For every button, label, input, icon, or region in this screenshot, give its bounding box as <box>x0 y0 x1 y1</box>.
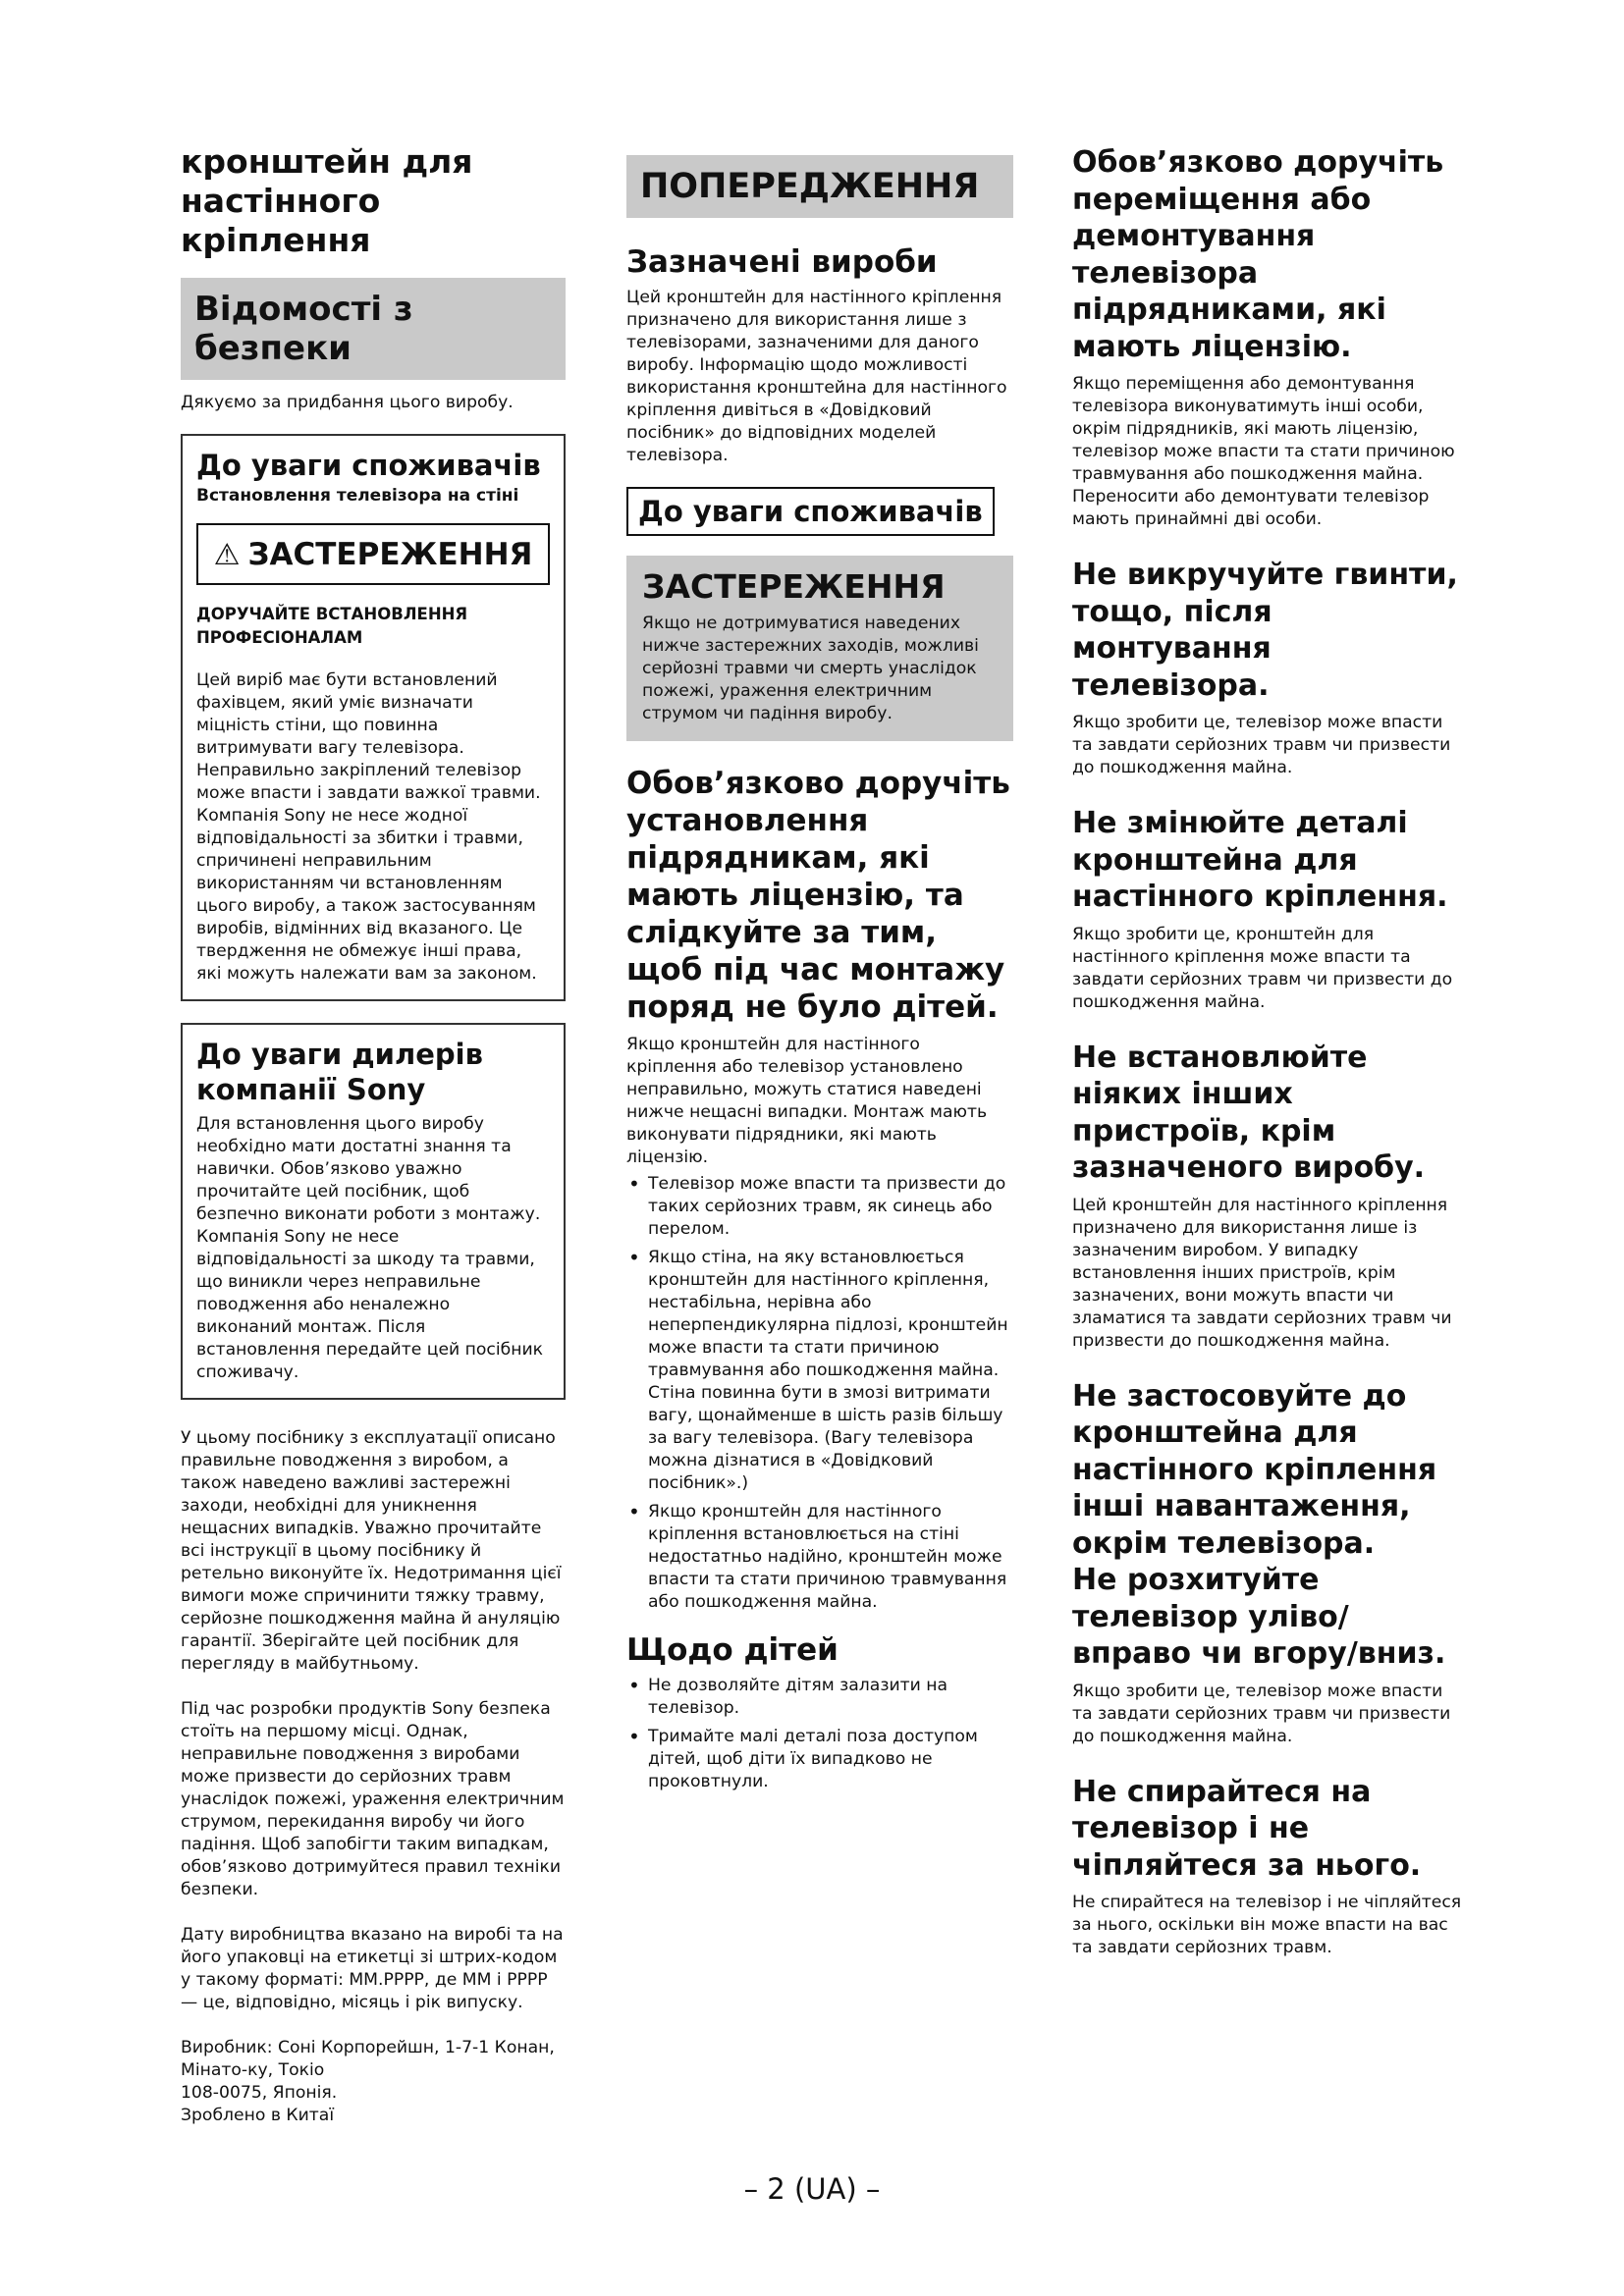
consumer-notice-box <box>181 434 566 1001</box>
consumer-box-body: Цей виріб має бути встановлений фахівцем, який уміє визначати міцність стіни, що повинна витримувати вагу телевізора. Неправильно закріплений телевізор може впасти і завдати важкої травми. Компанія Sony не несе жодної відповідальності за збитки і травми, спричинені неправильним використанням чи встановленням цього виробу, а також застосуванням виробів, відмінних від вказаного. Це твердження не обмежує інші права, які можуть належати вам за законом. <box>196 670 541 984</box>
relocation-title: Обов’язково доручіть переміщення або демонтування телевізора підрядниками, які мають ліцензію. <box>1072 145 1444 364</box>
column-middle <box>626 155 1013 1799</box>
list-item: • Якщо стіна, на яку встановлюється кронштейн для настінного кріплення, нестабільна, нерівна або неперпендикулярна підлозі, кронштейн може впасти та стати причиною травмування або пошкодження майна. Стіна повинна бути в змозі витримати вагу, щонайменше в шість разів більшу за вагу телевізора. (Вагу телевізора можна дізнатися в «Довідковий посібник».) <box>626 1247 1013 1495</box>
install-bullet-list <box>626 1173 1013 1614</box>
load-title: Не застосовуйте до кронштейна для настінного кріплення інші навантаження, окрім телевізора. <box>1072 1378 1437 1561</box>
manual-intro-paragraph: У цьому посібнику з експлуатації описано правильне поводження з виробом, а також наведено важливі застережні заходи, необхідні для уникнення нещасних випадків. Уважно прочитайте всі інструкції в цьому посібнику й ретельно виконуйте їх. Недотримання цієї вимоги може спричинити тяжку травму, серйозне пошкодження майна й ануляцію гарантії. Зберігайте цей посібник для перегляду в майбутньому. <box>181 1428 562 1674</box>
install-title: Обов’язково доручіть установлення підрядникам, які мають ліцензію, та слідкуйте за тим, щоб під час монтажу поряд не було дітей. <box>626 766 1010 1025</box>
consumer-heading: До уваги споживачів <box>626 487 995 536</box>
list-item: • Якщо кронштейн для настінного кріплення встановлюється на стіні недостатньо надійно, кронштейн може впасти та стати причиною травмування або пошкодження майна. <box>626 1501 1013 1614</box>
manufacture-date-paragraph: Дату виробництва вказано на виробі та на його упаковці на етикетці зі штрих-кодом у такому форматі: ММ.РРРР, де ММ і РРРР — це, відповідно, місяць і рік випуску. <box>181 1925 564 2012</box>
products-title: Зазначені вироби <box>626 244 938 280</box>
caution-label: ЗАСТЕРЕЖЕННЯ <box>247 537 533 572</box>
other-devices-body: Цей кронштейн для настінного кріплення призначено для використання лише із зазначеним виробом. У випадку встановлення інших пристроїв, крім зазначених, вони можуть впасти чи зламатися та завдати серйозних травм чи призвести до пошкодження майна. <box>1072 1195 1452 1351</box>
caution-label-box <box>196 523 550 585</box>
children-title: Щодо дітей <box>626 1632 839 1668</box>
manufacturer-line: 108-0075, Японія. <box>181 2083 338 2103</box>
modify-title: Не змінюйте деталі кронштейна для настінного кріплення. <box>1072 806 1448 914</box>
dealer-box-body: Для встановлення цього виробу необхідно мати достатні знання та навички. Обов’язково уважно прочитайте цей посібник, щоб безпечно виконати роботи з монтажу. Компанія Sony не несе відповідальності за шкоду та травми, що виникли через неправильне поводження або неналежно виконаний монтаж. Після встановлення передайте цей посібник споживачу. <box>196 1114 544 1382</box>
lean-title: Не спирайтеся на телевізор і не чіпляйтеся за нього. <box>1072 1774 1422 1883</box>
dealer-notice-box <box>181 1023 566 1400</box>
warning-heading: ПОПЕРЕДЖЕННЯ <box>626 155 1013 218</box>
lean-body: Не спирайтеся на телевізор і не чіпляйтеся за нього, оскільки він може впасти на вас та завдати серйозних травм. <box>1072 1893 1462 1957</box>
list-item: • Тримайте малі деталі поза доступом дітей, щоб діти їх випадково не проковтнули. <box>626 1726 1013 1793</box>
list-item: • Не дозволяйте дітям залазити на телевізор. <box>626 1675 1013 1720</box>
consumer-box-subtitle: Встановлення телевізора на стіні <box>196 486 519 506</box>
column-left <box>181 142 566 2127</box>
children-bullet-list <box>626 1675 1013 1793</box>
screws-body: Якщо зробити це, телевізор може впасти та завдати серйозних травм чи призвести до пошкодження майна. <box>1072 713 1451 777</box>
install-body: Якщо кронштейн для настінного кріплення або телевізор установлено неправильно, можуть статися наведені нижче нещасні випадки. Монтаж мають виконувати підрядники, які мають ліцензію. <box>626 1035 988 1167</box>
load-body: Якщо зробити це, телевізор може впасти та завдати серйозних травм чи призвести до пошкодження майна. <box>1072 1681 1451 1746</box>
caution-block-body: Якщо не дотримуватися наведених нижче застережних заходів, можливі серйозні травми чи смерть унаслідок пожежі, ураження електричним струмом чи падіння виробу. <box>642 614 979 723</box>
professional-install-note: ДОРУЧАЙТЕ ВСТАНОВЛЕННЯ ПРОФЕСІОНАЛАМ <box>196 605 468 647</box>
shake-title: Не розхитуйте телевізор уліво/вправо чи вгору/вниз. <box>1072 1563 1446 1671</box>
relocation-body: Якщо переміщення або демонтування телевізора виконуватимуть інші особи, окрім підрядників, які мають ліцензію, телевізор може впасти та стати причиною травмування або пошкодження майна. Переносити або демонтувати телевізор мають принаймні дві особи. <box>1072 374 1455 529</box>
consumer-box-title: До уваги споживачів <box>196 449 541 482</box>
safety-design-paragraph: Під час розробки продуктів Sony безпека стоїть на першому місці. Однак, неправильне поводження з виробами може призвести до серйозних травм унаслідок пожежі, ураження електричним струмом, перекидання виробу чи його падіння. Щоб запобігти таким випадкам, обов’язково дотримуйтеся правил техніки безпеки. <box>181 1699 565 1899</box>
products-body: Цей кронштейн для настінного кріплення призначено для використання лише з телевізорами, зазначеними для даного виробу. Інформацію щодо можливості використання кронштейна для настінного кріплення дивіться в «Довідковий посібник» до відповідних моделей телевізора. <box>626 288 1007 465</box>
dealer-box-title: До уваги дилерів компанії Sony <box>196 1038 483 1106</box>
list-item: • Телевізор може впасти та призвести до таких серйозних травм, як синець або перелом. <box>626 1173 1013 1241</box>
other-devices-title: Не встановлюйте ніяких інших пристроїв, крім зазначеного виробу. <box>1072 1040 1426 1185</box>
manufacturer-line: Мінато-ку, Токіо <box>181 2060 325 2080</box>
caution-block-title: ЗАСТЕРЕЖЕННЯ <box>642 567 946 606</box>
warning-triangle-icon: ⚠ <box>213 538 241 572</box>
manufacturer-line: Зроблено в Китаї <box>181 2106 335 2125</box>
column-right <box>1072 144 1465 1959</box>
screws-title: Не викручуйте гвинти, тощо, після монтування телевізора. <box>1072 558 1458 703</box>
caution-block <box>626 556 1013 741</box>
page-number: – 2 (UA) – <box>743 2172 881 2206</box>
safety-heading: Відомості з безпеки <box>181 278 566 380</box>
manufacturer-info <box>181 2037 566 2127</box>
thanks-text: Дякуємо за придбання цього виробу. <box>181 393 514 412</box>
document-title: кронштейн для настінного кріплення <box>181 142 473 259</box>
manufacturer-line: Виробник: Соні Корпорейшн, 1-7-1 Конан, <box>181 2038 555 2057</box>
modify-body: Якщо зробити це, кронштейн для настінного кріплення може впасти та завдати серйозних травм чи призвести до пошкодження майна. <box>1072 924 1453 1012</box>
